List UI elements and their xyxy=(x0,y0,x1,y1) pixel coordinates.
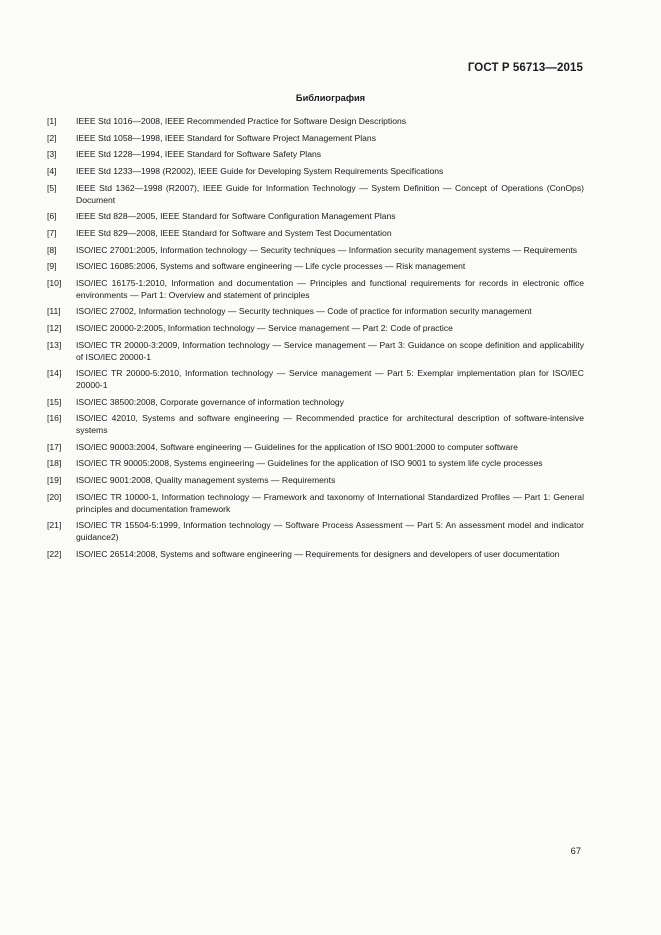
entry-number: [4] xyxy=(47,166,57,177)
entry-text: ISO/IEC 38500:2008, Corporate governance of information technology xyxy=(76,396,345,407)
entry-text: IEEE Std 1228—1994, IEEE Standard for Software Safety Plans xyxy=(76,149,322,160)
bibliography-entry xyxy=(47,133,584,145)
entry-text: ISO/IEC TR 20000-5:2010, Information technology — Service management — Part 5: Exemplar implementation plan for ISO/IEC 20000-1 xyxy=(76,368,584,390)
bibliography-entry xyxy=(47,413,584,436)
entry-number: [16] xyxy=(47,413,62,424)
entry-number: [9] xyxy=(47,261,57,272)
entry-number: [21] xyxy=(47,520,62,531)
bibliography-entry xyxy=(47,166,584,178)
entry-number: [2] xyxy=(47,132,57,143)
entry-number: [6] xyxy=(47,211,57,222)
bibliography-entry xyxy=(47,340,584,363)
bibliography-entry xyxy=(47,442,584,454)
entry-number: [14] xyxy=(47,368,62,379)
bibliography-entry xyxy=(47,149,584,161)
entry-text: ISO/IEC TR 20000-3:2009, Information technology — Service management — Part 3: Guidance on scope definition and applicability of ISO/IEC 20000-1 xyxy=(76,339,584,362)
bibliography-entry xyxy=(47,183,584,206)
entry-text: ISO/IEC TR 15504-5:1999, Information technology — Software Process Assessment — Part 5: An assessment model and indicator guidance2) xyxy=(76,520,584,542)
entry-number: [13] xyxy=(47,339,62,350)
bibliography-entry xyxy=(47,549,584,561)
entry-text: IEEE Std 1058—1998, IEEE Standard for Software Project Management Plans xyxy=(76,132,376,143)
entry-text: ISO/IEC TR 90005:2008, Systems engineering — Guidelines for the application of ISO 9001 to system life cycle processes xyxy=(76,458,543,469)
entry-text: ISO/IEC 26514:2008, Systems and software engineering — Requirements for designers and developers of user documentation xyxy=(76,548,560,559)
entry-text: ISO/IEC 9001:2008, Quality management systems — Requirements xyxy=(76,475,336,486)
bibliography-entry xyxy=(47,397,584,409)
entry-number: [1] xyxy=(47,116,57,126)
bibliography-entry xyxy=(47,278,584,301)
entry-text: ISO/IEC 42010, Systems and software engineering — Recommended practice for architectural description of software-intensive systems xyxy=(76,413,584,436)
entry-number: [12] xyxy=(47,323,62,334)
entry-text: ISO/IEC 16175-1:2010, Information and documentation — Principles and functional requirements for records in electronic office environments — Part 1: Overview and statement of principles xyxy=(76,278,584,300)
bibliography-entry xyxy=(47,245,584,257)
bibliography-entry xyxy=(47,211,584,223)
bibliography-entry xyxy=(47,306,584,318)
entry-text: IEEE Std 829—2008, IEEE Standard for Software and System Test Documentation xyxy=(76,227,392,238)
entry-text: ISO/IEC 27001:2005, Information technology — Security techniques — Information security management systems — Requirements xyxy=(76,244,578,255)
entry-number: [15] xyxy=(47,396,62,407)
entry-text: ISO/IEC 16085:2006, Systems and software engineering — Life cycle processes — Risk management xyxy=(76,261,466,272)
page-number: 67 xyxy=(570,846,581,856)
entry-number: [17] xyxy=(47,441,62,452)
entry-number: [3] xyxy=(47,149,57,160)
entry-text: ISO/IEC TR 10000-1, Information technology — Framework and taxonomy of International Standardized Profiles — Part 1: General principles and documentation framework xyxy=(76,491,584,514)
bibliography-entry xyxy=(47,116,584,128)
bibliography-entry xyxy=(47,458,584,470)
standard-code-header: ГОСТ Р 56713—2015 xyxy=(467,62,583,74)
entry-text: IEEE Std 1362—1998 (R2007), IEEE Guide for Information Technology — System Definition — Concept of Operations (ConOps) Document xyxy=(76,182,584,205)
entry-number: [11] xyxy=(47,306,61,317)
entry-text: IEEE Std 1016—2008, IEEE Recommended Practice for Software Design Descriptions xyxy=(76,116,407,126)
bibliography-entry xyxy=(47,520,584,543)
entry-number: [18] xyxy=(47,458,62,469)
bibliography-list xyxy=(47,116,584,565)
entry-text: IEEE Std 1233—1998 (R2002), IEEE Guide for Developing System Requirements Specifications xyxy=(76,166,444,177)
entry-number: [8] xyxy=(47,244,57,255)
bibliography-entry xyxy=(47,261,584,273)
bibliography-entry xyxy=(47,475,584,487)
entry-number: [10] xyxy=(47,278,62,289)
entry-number: [20] xyxy=(47,491,62,502)
entry-number: [5] xyxy=(47,182,57,193)
bibliography-entry xyxy=(47,323,584,335)
entry-number: [19] xyxy=(47,475,62,486)
entry-text: ISO/IEC 27002, Information technology — Security techniques — Code of practice for information security management xyxy=(76,306,532,317)
entry-text: ISO/IEC 90003:2004, Software engineering — Guidelines for the application of ISO 9001:2000 to computer software xyxy=(76,441,518,452)
entry-number: [7] xyxy=(47,227,57,238)
bibliography-entry xyxy=(47,368,584,391)
entry-number: [22] xyxy=(47,548,62,559)
bibliography-title: Библиография xyxy=(295,93,366,103)
bibliography-entry xyxy=(47,492,584,515)
bibliography-entry xyxy=(47,228,584,240)
entry-text: ISO/IEC 20000-2:2005, Information technology — Service management — Part 2: Code of practice xyxy=(76,323,453,334)
entry-text: IEEE Std 828—2005, IEEE Standard for Software Configuration Management Plans xyxy=(76,211,396,222)
